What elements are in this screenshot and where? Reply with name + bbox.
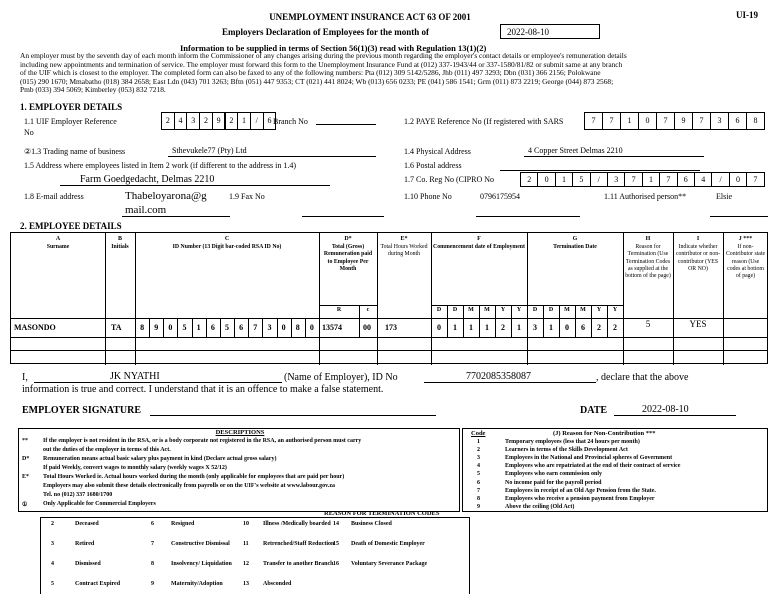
date-letter: M — [580, 307, 586, 313]
termination-reason: Death of Domestic Employer — [351, 541, 425, 547]
authorised-person-line — [710, 216, 768, 217]
termination-title: REASON FOR TERMINATION CODES — [324, 510, 440, 517]
digit-cell[interactable]: 7 — [656, 112, 675, 130]
col-letter: B — [117, 236, 122, 242]
postal-address-field[interactable] — [500, 170, 700, 171]
termination-code: 11 — [243, 541, 249, 547]
declaration-employer-text: (Name of Employer), ID No — [284, 372, 398, 383]
column-divider — [623, 233, 624, 365]
col-header: Total (Gross) Remuneration paid to Employee Per Month — [323, 244, 373, 272]
id-digit[interactable]: 9 — [154, 323, 159, 332]
fax-label: 1.9 Fax No — [229, 192, 265, 201]
date-letter: Y — [500, 307, 506, 313]
id-digit[interactable]: 6 — [239, 323, 244, 332]
date-letter: M — [468, 307, 474, 313]
termination-reason: Maternity/Adoption — [171, 581, 223, 587]
digit-cell[interactable]: 4 — [174, 112, 188, 130]
nc-reason: Above the ceiling (Old Act) — [505, 503, 575, 510]
digit-cell[interactable]: 0 — [638, 112, 657, 130]
form-title: UNEMPLOYMENT INSURANCE ACT 63 OF 2001 — [269, 12, 471, 22]
trading-name-value[interactable]: Sthevukele77 (Pty) Ltd — [172, 146, 247, 155]
description-symbol: ① — [22, 502, 28, 508]
description-text: Remuneration means actual basic salary plus payment in kind (Declare actual gross salary) — [43, 456, 277, 462]
nc-reason: Employees who receive a pension payment from Employer — [505, 495, 655, 502]
col-letter: C — [224, 236, 230, 242]
uif-ref-label: 1.1 UIF Employer Reference — [24, 117, 117, 126]
termination-codes-box — [40, 517, 470, 594]
termination-code: 6 — [151, 521, 154, 527]
info-line: Information to be supplied in terms of Section 56(1)(3) read with Regulation 13(1)(2) — [180, 43, 487, 53]
date-letter: M — [564, 307, 570, 313]
description-text: If paid Weekly, convert wages to monthly salary (weekly wages X 52/12) — [43, 465, 227, 471]
nc-code: 5 — [477, 471, 480, 478]
commence-digit[interactable]: 2 — [501, 323, 505, 332]
col-letter: J *** — [738, 236, 753, 242]
termination-code: 8 — [151, 561, 154, 567]
digit-cell[interactable]: 9 — [212, 112, 226, 130]
work-address-line — [60, 185, 330, 186]
col-letter: G — [572, 236, 578, 242]
trading-name-label: ②1.3 Trading name of business — [24, 147, 126, 156]
row-rule — [11, 337, 768, 338]
termination-digit[interactable]: 1 — [549, 323, 553, 332]
row-rule — [11, 350, 768, 351]
employee-contributor[interactable]: YES — [689, 319, 707, 329]
digit-cell[interactable]: 9 — [674, 112, 693, 130]
date-letter: M — [484, 307, 490, 313]
digit-cell[interactable]: 0 — [729, 172, 747, 187]
declaration-tail: , declare that the above — [596, 372, 689, 383]
col-header: Initials — [111, 244, 129, 250]
nc-code: 4 — [477, 463, 480, 470]
digit-cell[interactable]: 7 — [584, 112, 603, 130]
termination-code: 7 — [151, 541, 154, 547]
physical-address-line — [524, 156, 704, 157]
description-symbol: D* — [22, 456, 30, 462]
commence-digit[interactable]: 1 — [469, 323, 473, 332]
digit-cell[interactable]: 2 — [225, 112, 239, 130]
email-label: 1.8 E-mail address — [24, 192, 84, 201]
description-text: If the employer is not resident in the RSA, or is a body corporate not registered in the RSA, an authorised person must carry — [43, 438, 362, 444]
termination-reason: Absconded — [263, 581, 292, 587]
digit-cell[interactable]: 4 — [694, 172, 712, 187]
commence-digit[interactable]: 1 — [485, 323, 489, 332]
digit-cell[interactable]: 2 — [199, 112, 213, 130]
employee-hours[interactable]: 173 — [385, 323, 397, 332]
termination-reason: Retired — [75, 541, 95, 547]
work-address-value[interactable]: Farm Goedgedacht, Delmas 2210 — [80, 174, 215, 185]
description-text: out the duties of the employer in terms of this Act. — [43, 447, 171, 453]
termination-code: 3 — [51, 541, 54, 547]
employee-table — [10, 232, 768, 364]
commence-digit[interactable]: 0 — [437, 323, 441, 332]
column-divider — [431, 233, 432, 365]
digit-cell[interactable]: 2 — [520, 172, 538, 187]
authorised-person-value[interactable]: Elsie — [716, 192, 732, 201]
email-value-1[interactable]: Thabeloyarona@g — [125, 190, 207, 202]
id-digit[interactable]: 8 — [295, 323, 300, 332]
intro-text: An employer must by the seventh day of each month inform the Commissioner of any changes arising during the previous month regarding the employer's contact details or employee's remuneration details including new appointments and termination of service. The employer must forward this form to the Unemployment Insurance Fund at (012) 337-1943/44 or 337-1580/81/82 or submit same at any branch of the UIF which is closest to the employer. The completed form can also be faxed to any of the following numbers: Pta (012) 309 5142/5286, Jhb (011) 497 3293; Dbn (031) 366 2156; Polokwane (015) 290 1670; Mmabatho (018) 384 2658; East Ldn (043) 701 3263; Bftn (051) 447 9353; CT (021) 441 8024; Wb (013) 656 0233; PE (041) 586 1541; Grm (011) 873 2219; George (044) 873 2568; Pmb (033) 394 5069; Kimberley (053) 832 7218. — [20, 51, 627, 94]
form-subtitle: Employers Declaration of Employees for the month of — [222, 27, 430, 37]
digit-cell[interactable]: 7 — [602, 112, 621, 130]
termination-code: 14 — [333, 521, 339, 527]
date-letter: D — [532, 307, 538, 313]
digit-cell[interactable]: / — [250, 112, 264, 130]
termination-code: 16 — [333, 561, 339, 567]
month-field[interactable]: 2022-08-10 — [500, 24, 600, 39]
declaration-id-line — [424, 382, 596, 383]
digit-cell[interactable]: 5 — [572, 172, 590, 187]
id-digit[interactable]: 5 — [224, 323, 229, 332]
col-header: ID Number (13 Digit bar-coded RSA ID No) — [172, 244, 282, 250]
termination-digit[interactable]: 6 — [581, 323, 585, 332]
column-divider — [377, 233, 378, 365]
termination-code: 5 — [51, 581, 54, 587]
nc-reason: Employees who are repatriated at the end of their contract of service — [505, 463, 681, 470]
branch-no-label: Branch No — [273, 117, 308, 126]
digit-cell[interactable]: 7 — [659, 172, 677, 187]
employee-initials[interactable]: TA — [111, 323, 122, 332]
declaration-name-line — [34, 382, 282, 383]
column-divider — [723, 233, 724, 365]
declaration-i: I, — [22, 372, 28, 383]
employee-termination-reason[interactable]: 5 — [645, 319, 651, 329]
nc-reason: Employees who earn commission only — [505, 471, 603, 478]
nc-reason: Employees in receipt of an Old Age Pension from the State. — [505, 487, 656, 494]
email-value-2[interactable]: mail.com — [125, 204, 167, 216]
termination-reason: Resigned — [171, 521, 195, 527]
col-letter: H — [645, 236, 651, 242]
id-digit[interactable]: 6 — [210, 323, 215, 332]
email-line — [122, 216, 230, 217]
nc-code: 3 — [477, 455, 480, 462]
signature-label: EMPLOYER SIGNATURE — [22, 405, 141, 416]
digit-cell[interactable]: 7 — [692, 112, 711, 130]
col-letter: A — [55, 236, 61, 242]
termination-reason: Voluntary Severance Package — [351, 561, 428, 567]
phone-label: 1.10 Phone No — [404, 192, 452, 201]
nc-code-header: Code — [471, 430, 486, 437]
physical-address-value[interactable]: 4 Copper Street Delmas 2210 — [528, 146, 623, 155]
commence-digit[interactable]: 1 — [453, 323, 457, 332]
col-letter: F — [477, 236, 481, 242]
id-digit[interactable]: 0 — [168, 323, 173, 332]
non-contribution-box — [462, 428, 768, 512]
sub-header-rule — [319, 305, 377, 306]
nc-code: 7 — [477, 487, 480, 494]
date-letter: Y — [612, 307, 618, 313]
description-symbol: E* — [22, 474, 30, 480]
branch-no-field[interactable] — [316, 124, 376, 125]
id-digit[interactable]: 0 — [281, 323, 286, 332]
col-letter: E* — [400, 236, 408, 242]
termination-reason: Business Closed — [351, 521, 392, 527]
digit-cell[interactable]: 6 — [728, 112, 747, 130]
col-header: Reason for Termination (Use Termination Codes as supplied at the bottom of the page) — [625, 244, 671, 280]
nc-reason: Employees in the National and Provincial spheres of Government — [505, 455, 673, 462]
authorised-person-label: 1.11 Authorised person** — [604, 192, 687, 201]
paye-ref-label: 1.2 PAYE Reference No (If registered with SARS — [404, 117, 564, 126]
date-label: DATE — [580, 405, 608, 416]
digit-cell[interactable]: 7 — [746, 172, 764, 187]
digit-cell[interactable]: 0 — [537, 172, 555, 187]
id-digit[interactable]: 8 — [140, 323, 145, 332]
description-symbol: ** — [22, 438, 28, 444]
work-address-label: 1.5 Address where employees listed in Item 2 work (if different to the address in 1.4) — [24, 161, 297, 170]
sub-header-rule — [431, 305, 623, 306]
termination-reason: Retrenched/Staff Reduction — [263, 541, 335, 547]
declarant-name[interactable]: JK NYATHI — [110, 371, 160, 382]
digit-cell[interactable]: 3 — [710, 112, 729, 130]
employee-surname[interactable]: MASONDO — [14, 323, 56, 332]
employee-remuneration-cents[interactable]: 00 — [363, 323, 371, 332]
column-divider — [105, 233, 106, 365]
termination-digit[interactable]: 0 — [565, 323, 569, 332]
nc-code: 9 — [477, 503, 480, 510]
digit-cell[interactable]: 8 — [746, 112, 765, 130]
column-divider — [319, 233, 320, 365]
nc-code: 8 — [477, 495, 480, 502]
digit-cell[interactable]: 3 — [186, 112, 200, 130]
col-header: Total Hours Worked during Month — [380, 244, 428, 258]
trading-name-line — [168, 156, 376, 157]
digit-cell[interactable]: 1 — [555, 172, 573, 187]
nc-code: 1 — [477, 439, 480, 445]
termination-code: 15 — [333, 541, 339, 547]
col-header: Termination Date — [553, 244, 597, 250]
co-reg-label: 1.7 Co. Reg No (CIPRO No — [404, 175, 495, 184]
date-letter: D — [548, 307, 554, 313]
uif-ref-no-label: No — [24, 128, 34, 137]
digit-cell[interactable]: / — [711, 172, 729, 187]
id-digit[interactable]: 1 — [196, 323, 201, 332]
col-letter: I — [696, 236, 700, 242]
digit-cell[interactable]: 7 — [624, 172, 642, 187]
date-letter: Y — [516, 307, 522, 313]
col-header: If non-Contributor state reason (Use codes at bottom of page) — [725, 244, 766, 280]
nc-code: 6 — [477, 479, 480, 486]
termination-digit[interactable]: 2 — [613, 323, 617, 332]
nc-reason: No income paid for the payroll period — [505, 479, 602, 486]
termination-reason: Transfer to another Branch — [263, 561, 334, 567]
description-text: Employers may also submit these details electronically from payrolls or on the UIF's website at www.labour.gov.za — [43, 483, 335, 489]
phone-value[interactable]: 0796175954 — [480, 192, 520, 201]
termination-code: 10 — [243, 521, 249, 527]
termination-reason: Constructive Dismissal — [171, 541, 230, 547]
termination-code: 4 — [51, 561, 54, 567]
digit-cell[interactable]: 2 — [161, 112, 175, 130]
digit-cell[interactable]: / — [590, 172, 608, 187]
column-divider — [673, 233, 674, 365]
physical-address-label: 1.4 Physical Address — [404, 147, 471, 156]
termination-code: 9 — [151, 581, 154, 587]
nc-code: 2 — [477, 447, 480, 454]
date-line — [614, 415, 736, 416]
termination-reason: Deceased — [75, 521, 99, 527]
declarant-id[interactable]: 7702085358087 — [466, 371, 531, 382]
id-digit[interactable]: 7 — [253, 323, 258, 332]
fax-field[interactable] — [302, 216, 384, 217]
column-divider — [527, 233, 528, 365]
termination-digit[interactable]: 3 — [533, 323, 537, 332]
digit-cell[interactable]: 3 — [607, 172, 625, 187]
description-text: Only Applicable for Commercial Employers — [43, 501, 156, 507]
date-letter: D — [436, 307, 442, 313]
digit-cell[interactable]: 6 — [677, 172, 695, 187]
termination-reason: Contract Expired — [75, 581, 121, 587]
termination-reason: Illness /Medically boarded — [263, 521, 331, 527]
employer-section-title: 1. EMPLOYER DETAILS — [20, 102, 123, 112]
signature-field[interactable] — [150, 415, 436, 416]
column-divider — [135, 233, 136, 365]
col-header: Indicate whether contributor or non-contributor (YES OR NO) — [675, 244, 721, 272]
nc-title: (J) Reason for Non-Contribution *** — [553, 430, 656, 437]
phone-line — [476, 216, 580, 217]
postal-address-label: 1.6 Postal address — [404, 161, 462, 170]
cents-label: c — [366, 307, 370, 313]
termination-digit[interactable]: 2 — [597, 323, 601, 332]
digit-cell[interactable]: 6 — [263, 112, 277, 130]
id-digit[interactable]: 0 — [309, 323, 314, 332]
col-header: Commencement date of Employment — [433, 244, 525, 250]
declaration-line2: information is true and correct. I understand that it is an offence to make a false statement. — [22, 384, 384, 395]
description-text: Total Hours Worked ie. Actual hours worked during the month (only applicable for employees that are paid per hour) — [43, 474, 345, 480]
id-digit[interactable]: 3 — [267, 323, 272, 332]
employee-section-title: 2. EMPLOYEE DETAILS — [20, 221, 122, 231]
employee-remuneration-rand[interactable]: 13574 — [322, 323, 342, 332]
commence-digit[interactable]: 1 — [517, 323, 521, 332]
description-text: Tel. no (012) 337 1680/1700 — [43, 492, 113, 498]
descriptions-title: DESCRIPTIONS — [215, 429, 265, 436]
rand-label: R — [336, 307, 342, 313]
digit-cell[interactable]: 1 — [237, 112, 251, 130]
termination-reason: Insolvency/ Liquidation — [171, 561, 232, 567]
col-header: Surname — [46, 244, 70, 250]
nc-reason: Temporary employees (less that 24 hours per month) — [505, 439, 640, 445]
form-code: UI-19 — [736, 10, 758, 20]
digit-cell[interactable]: 1 — [620, 112, 639, 130]
termination-code: 12 — [243, 561, 249, 567]
date-letter: Y — [596, 307, 602, 313]
termination-code: 13 — [243, 581, 249, 587]
termination-code: 2 — [51, 521, 54, 527]
date-value[interactable]: 2022-08-10 — [642, 404, 689, 415]
col-letter: D* — [344, 236, 352, 242]
date-letter: D — [452, 307, 458, 313]
nc-reason: Learners in terms of the Skills Development Act — [505, 447, 628, 454]
descriptions-box — [18, 428, 460, 512]
id-digit[interactable]: 5 — [182, 323, 187, 332]
termination-reason: Dismissed — [75, 561, 101, 567]
digit-cell[interactable]: 1 — [642, 172, 660, 187]
